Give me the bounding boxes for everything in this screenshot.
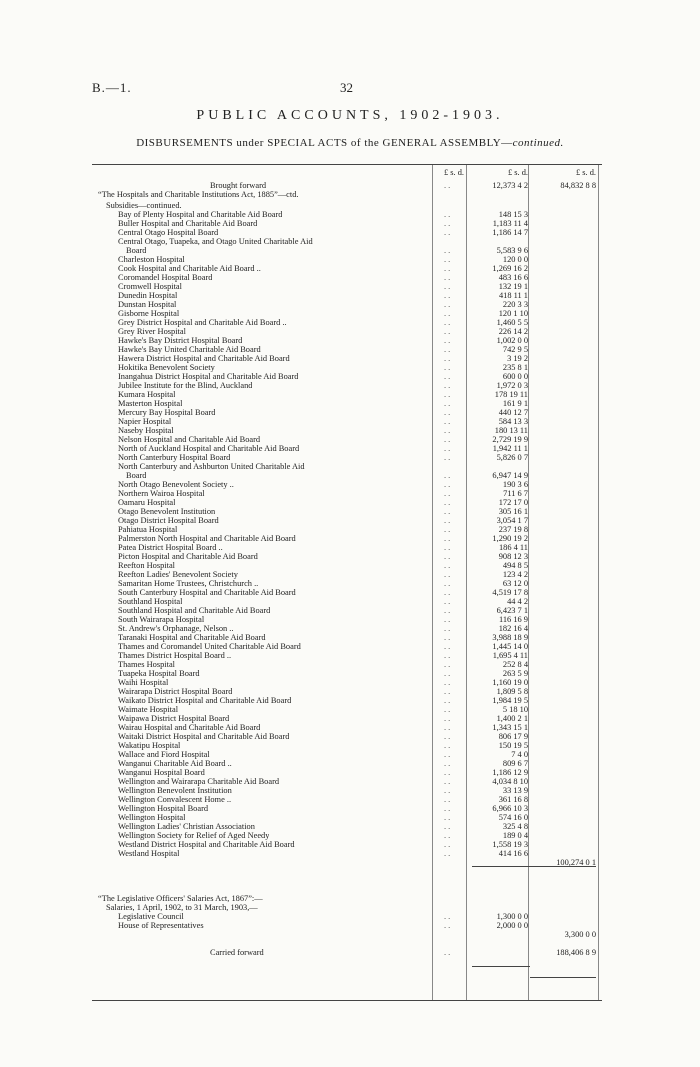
page-subtitle bbox=[0, 137, 700, 149]
row-description: South Wairarapa Hospital bbox=[118, 615, 205, 624]
row-description: Oamaru Hospital bbox=[118, 498, 176, 507]
amount-c2: 148 15 3 bbox=[498, 210, 528, 219]
dot-leader: .. bbox=[444, 210, 453, 219]
dot-leader: .. bbox=[444, 651, 453, 660]
row-description: Wakatipu Hospital bbox=[118, 741, 181, 750]
row-description: North Otago Benevolent Society .. bbox=[118, 480, 234, 489]
row-description: Taranaki Hospital and Charitable Aid Board bbox=[118, 633, 266, 642]
dot-leader: .. bbox=[444, 291, 453, 300]
total-rule bbox=[530, 866, 596, 867]
dot-leader: .. bbox=[444, 399, 453, 408]
amount-c2: 235 8 1 bbox=[502, 363, 528, 372]
dot-leader: .. bbox=[444, 768, 453, 777]
amount-c2: 161 9 1 bbox=[502, 399, 528, 408]
row-description: Nelson Hospital and Charitable Aid Board bbox=[118, 435, 261, 444]
amount-c2: 809 6 7 bbox=[502, 759, 528, 768]
amount-c2: 1,809 5 8 bbox=[496, 687, 528, 696]
dot-leader: .. bbox=[444, 912, 453, 921]
row-description: Wellington Ladies' Christian Association bbox=[118, 822, 255, 831]
column-header-3: £ s. d. bbox=[575, 168, 596, 177]
dot-leader: .. bbox=[444, 471, 453, 480]
dot-leader: .. bbox=[444, 318, 453, 327]
row-description: North Canterbury Hospital Board bbox=[118, 453, 231, 462]
subtitle-continued: continued. bbox=[512, 137, 564, 149]
dot-leader: .. bbox=[444, 300, 453, 309]
row-description: Picton Hospital and Charitable Aid Board bbox=[118, 552, 258, 561]
amount-c2: 4,519 17 8 bbox=[492, 588, 528, 597]
amount-c2: 120 0 0 bbox=[502, 255, 528, 264]
row-description: Napier Hospital bbox=[118, 417, 172, 426]
row-description: Kumara Hospital bbox=[118, 390, 176, 399]
row-description: Waimate Hospital bbox=[118, 705, 179, 714]
dot-leader: .. bbox=[444, 516, 453, 525]
dot-leader: .. bbox=[444, 678, 453, 687]
row-description: Waikato District Hospital and Charitable Aid Board bbox=[118, 696, 292, 705]
row-description: Dunstan Hospital bbox=[118, 300, 177, 309]
row-description: Wairau Hospital and Charitable Aid Board bbox=[118, 723, 261, 732]
row-description: House of Representatives bbox=[118, 921, 204, 930]
dot-leader: .. bbox=[444, 795, 453, 804]
amount-c2: 361 16 8 bbox=[498, 795, 528, 804]
amount-c2: 1,400 2 1 bbox=[496, 714, 528, 723]
amount-c3: 188,406 8 9 bbox=[556, 948, 596, 957]
dot-leader: .. bbox=[444, 219, 453, 228]
amount-c2: 1,445 14 0 bbox=[492, 642, 528, 651]
amount-c2: 1,290 19 2 bbox=[492, 534, 528, 543]
row-description: “The Legislative Officers' Salaries Act, 1867”:— bbox=[98, 894, 263, 903]
dot-leader: .. bbox=[444, 822, 453, 831]
dot-leader: .. bbox=[444, 849, 453, 858]
row-description: Wairarapa District Hospital Board bbox=[118, 687, 233, 696]
row-description: Tuapeka Hospital Board bbox=[118, 669, 200, 678]
row-description: Jubilee Institute for the Blind, Auckland bbox=[118, 381, 253, 390]
amount-c3: 3,300 0 0 bbox=[564, 930, 596, 939]
dot-leader: .. bbox=[444, 181, 453, 190]
page-number: 32 bbox=[340, 80, 353, 95]
row-description: Dunedin Hospital bbox=[118, 291, 178, 300]
amount-c3: 100,274 0 1 bbox=[556, 858, 596, 867]
row-description: Southland Hospital bbox=[118, 597, 183, 606]
amount-c2: 711 6 7 bbox=[503, 489, 528, 498]
dot-leader: .. bbox=[444, 480, 453, 489]
amount-c2: 3,054 1 7 bbox=[496, 516, 528, 525]
amount-c2: 1,183 11 4 bbox=[492, 219, 528, 228]
amount-c2: 325 4 8 bbox=[502, 822, 528, 831]
amount-c2: 4,034 8 10 bbox=[492, 777, 528, 786]
dot-leader: .. bbox=[444, 561, 453, 570]
amount-c2: 1,300 0 0 bbox=[496, 912, 528, 921]
amount-c2: 186 4 11 bbox=[498, 543, 528, 552]
amount-c2: 305 16 1 bbox=[498, 507, 528, 516]
row-description: Waihi Hospital bbox=[118, 678, 169, 687]
row-description: Central Otago Hospital Board bbox=[118, 228, 219, 237]
dot-leader: .. bbox=[444, 363, 453, 372]
row-description: North of Auckland Hospital and Charitable Aid Board bbox=[118, 444, 300, 453]
amount-c2: 806 17 9 bbox=[498, 732, 528, 741]
row-description: South Canterbury Hospital and Charitable Aid Board bbox=[118, 588, 296, 597]
row-description: Hawera District Hospital and Charitable Aid Board bbox=[118, 354, 290, 363]
row-description: St. Andrew's Orphanage, Nelson .. bbox=[118, 624, 234, 633]
row-description: Naseby Hospital bbox=[118, 426, 174, 435]
row-description: Wanganui Charitable Aid Board .. bbox=[118, 759, 232, 768]
dot-leader: .. bbox=[444, 390, 453, 399]
row-description: Wellington and Wairarapa Charitable Aid Board bbox=[118, 777, 280, 786]
row-description: Westland District Hospital and Charitable Aid Board bbox=[118, 840, 295, 849]
dot-leader: .. bbox=[444, 804, 453, 813]
dot-leader: .. bbox=[444, 444, 453, 453]
row-description: Waipawa District Hospital Board bbox=[118, 714, 230, 723]
row-description: Wellington Benevolent Institution bbox=[118, 786, 232, 795]
row-description: Hawke's Bay United Charitable Aid Board bbox=[118, 345, 261, 354]
row-description: Northern Wairoa Hospital bbox=[118, 489, 205, 498]
column-header-2: £ s. d. bbox=[507, 168, 528, 177]
dot-leader: .. bbox=[444, 642, 453, 651]
row-description: Board bbox=[126, 471, 147, 480]
row-description: Hawke's Bay District Hospital Board bbox=[118, 336, 243, 345]
row-description: Waitaki District Hospital and Charitable Aid Board bbox=[118, 732, 290, 741]
amount-c2: 1,558 19 3 bbox=[492, 840, 528, 849]
row-description: Coromandel Hospital Board bbox=[118, 273, 213, 282]
amount-c2: 1,942 11 1 bbox=[492, 444, 528, 453]
amount-c2: 178 19 11 bbox=[494, 390, 528, 399]
row-description: Westland Hospital bbox=[118, 849, 180, 858]
row-description: Wanganui Hospital Board bbox=[118, 768, 205, 777]
dot-leader: .. bbox=[444, 534, 453, 543]
dot-leader: .. bbox=[444, 264, 453, 273]
row-description: Inangahua District Hospital and Charitable Aid Board bbox=[118, 372, 299, 381]
dot-leader: .. bbox=[444, 660, 453, 669]
row-description: Pahiatua Hospital bbox=[118, 525, 178, 534]
dot-leader: .. bbox=[444, 372, 453, 381]
row-description: Salaries, 1 April, 1902, to 31 March, 1903,— bbox=[106, 903, 258, 912]
amount-c2: 440 12 7 bbox=[498, 408, 528, 417]
row-description: Masterton Hospital bbox=[118, 399, 183, 408]
row-description: Bay of Plenty Hospital and Charitable Aid Board bbox=[118, 210, 283, 219]
dot-leader: .. bbox=[444, 813, 453, 822]
amount-c3: 84,832 8 8 bbox=[560, 181, 596, 190]
amount-c2: 182 16 4 bbox=[498, 624, 528, 633]
dot-leader: .. bbox=[444, 246, 453, 255]
dot-leader: .. bbox=[444, 786, 453, 795]
dot-leader: .. bbox=[444, 705, 453, 714]
dot-leader: .. bbox=[444, 570, 453, 579]
row-description: Samaritan Home Trustees, Christchurch .. bbox=[118, 579, 259, 588]
amount-c2: 123 4 2 bbox=[502, 570, 528, 579]
amount-c2: 600 0 0 bbox=[502, 372, 528, 381]
amount-c2: 190 3 6 bbox=[502, 480, 528, 489]
amount-c2: 252 8 4 bbox=[502, 660, 528, 669]
row-description: Wellington Convalescent Home .. bbox=[118, 795, 232, 804]
amount-c2: 1,695 4 11 bbox=[492, 651, 528, 660]
amount-c2: 3,988 18 9 bbox=[492, 633, 528, 642]
amount-c2: 237 19 8 bbox=[498, 525, 528, 534]
dot-leader: .. bbox=[444, 831, 453, 840]
amount-c2: 6,947 14 9 bbox=[492, 471, 528, 480]
row-description: Palmerston North Hospital and Charitable Aid Board bbox=[118, 534, 296, 543]
amount-c2: 120 1 10 bbox=[498, 309, 528, 318]
dot-leader: .. bbox=[444, 597, 453, 606]
dot-leader: .. bbox=[444, 489, 453, 498]
amount-c2: 1,002 0 0 bbox=[496, 336, 528, 345]
row-description: North Canterbury and Ashburton United Charitable Aid bbox=[118, 462, 305, 471]
subtotal-rule bbox=[472, 966, 530, 967]
row-description: Grey District Hospital and Charitable Aid Board .. bbox=[118, 318, 287, 327]
row-description: Brought forward bbox=[210, 181, 267, 190]
subtotal-rule bbox=[472, 866, 530, 867]
amount-c2: 574 16 0 bbox=[498, 813, 528, 822]
dot-leader: .. bbox=[444, 714, 453, 723]
dot-leader: .. bbox=[444, 840, 453, 849]
column-header-1: £ s. d. bbox=[443, 168, 464, 177]
row-description: Thames and Coromandel United Charitable Aid Board bbox=[118, 642, 301, 651]
dot-leader: .. bbox=[444, 588, 453, 597]
dot-leader: .. bbox=[444, 507, 453, 516]
row-description: Gisborne Hospital bbox=[118, 309, 180, 318]
dot-leader: .. bbox=[444, 282, 453, 291]
dot-leader: .. bbox=[444, 552, 453, 561]
row-description: Wellington Hospital Board bbox=[118, 804, 209, 813]
amount-c2: 5 18 10 bbox=[502, 705, 528, 714]
amount-c2: 63 12 0 bbox=[502, 579, 528, 588]
row-description: Cook Hospital and Charitable Aid Board .. bbox=[118, 264, 261, 273]
row-description: Reefton Ladies' Benevolent Society bbox=[118, 570, 238, 579]
amount-c2: 414 16 6 bbox=[498, 849, 528, 858]
row-description: Subsidies—continued. bbox=[106, 201, 182, 210]
dot-leader: .. bbox=[444, 750, 453, 759]
row-description: Charleston Hospital bbox=[118, 255, 185, 264]
amount-c2: 226 14 2 bbox=[498, 327, 528, 336]
amount-c2: 1,186 14 7 bbox=[492, 228, 528, 237]
dot-leader: .. bbox=[444, 777, 453, 786]
row-description: Thames Hospital bbox=[118, 660, 175, 669]
dot-leader: .. bbox=[444, 228, 453, 237]
dot-leader: .. bbox=[444, 435, 453, 444]
dot-leader: .. bbox=[444, 696, 453, 705]
amount-c2: 3 19 2 bbox=[507, 354, 528, 363]
row-description: Reefton Hospital bbox=[118, 561, 175, 570]
amount-c2: 263 5 9 bbox=[502, 669, 528, 678]
amount-c2: 1,984 19 5 bbox=[492, 696, 528, 705]
dot-leader: .. bbox=[444, 741, 453, 750]
row-description: “The Hospitals and Charitable Institutions Act, 1885”—ctd. bbox=[98, 190, 299, 199]
amount-c2: 2,729 19 9 bbox=[492, 435, 528, 444]
dot-leader: .. bbox=[444, 921, 453, 930]
amount-c2: 172 17 0 bbox=[498, 498, 528, 507]
total-rule bbox=[530, 977, 596, 978]
dot-leader: .. bbox=[444, 948, 453, 957]
dot-leader: .. bbox=[444, 408, 453, 417]
dot-leader: .. bbox=[444, 381, 453, 390]
amount-c2: 1,269 16 2 bbox=[492, 264, 528, 273]
row-description: Wallace and Fiord Hospital bbox=[118, 750, 210, 759]
row-description: Cromwell Hospital bbox=[118, 282, 182, 291]
dot-leader: .. bbox=[444, 336, 453, 345]
amount-c2: 6,966 10 3 bbox=[492, 804, 528, 813]
dot-leader: .. bbox=[444, 579, 453, 588]
amount-c2: 483 16 6 bbox=[498, 273, 528, 282]
row-description: Central Otago, Tuapeka, and Otago United Charitable Aid bbox=[118, 237, 313, 246]
amount-c2: 132 19 1 bbox=[498, 282, 528, 291]
row-description: Otago District Hospital Board bbox=[118, 516, 219, 525]
amount-c2: 7 4 0 bbox=[511, 750, 528, 759]
amount-c2: 150 19 5 bbox=[498, 741, 528, 750]
dot-leader: .. bbox=[444, 345, 453, 354]
dot-leader: .. bbox=[444, 687, 453, 696]
dot-leader: .. bbox=[444, 453, 453, 462]
subtitle-main: DISBURSEMENTS under SPECIAL ACTS of the GENERAL ASSEMBLY— bbox=[136, 137, 513, 149]
dot-leader: .. bbox=[444, 543, 453, 552]
dot-leader: .. bbox=[444, 525, 453, 534]
amount-c2: 494 8 5 bbox=[502, 561, 528, 570]
dot-leader: .. bbox=[444, 633, 453, 642]
row-description: Wellington Hospital bbox=[118, 813, 186, 822]
row-description: Legislative Council bbox=[118, 912, 184, 921]
dot-leader: .. bbox=[444, 723, 453, 732]
amount-c2: 1,160 19 0 bbox=[492, 678, 528, 687]
amount-c2: 189 0 4 bbox=[502, 831, 528, 840]
page-title: PUBLIC ACCOUNTS, 1902-1903. bbox=[196, 108, 504, 123]
row-description: Board bbox=[126, 246, 147, 255]
dot-leader: .. bbox=[444, 498, 453, 507]
dot-leader: .. bbox=[444, 426, 453, 435]
row-description: Mercury Bay Hospital Board bbox=[118, 408, 216, 417]
dot-leader: .. bbox=[444, 615, 453, 624]
dot-leader: .. bbox=[444, 624, 453, 633]
amount-c2: 220 3 3 bbox=[502, 300, 528, 309]
amount-c2: 116 16 9 bbox=[498, 615, 528, 624]
table-row bbox=[92, 948, 602, 958]
amount-c2: 2,000 0 0 bbox=[496, 921, 528, 930]
row-description: Thames District Hospital Board .. bbox=[118, 651, 232, 660]
amount-c2: 33 13 9 bbox=[502, 786, 528, 795]
row-description: Grey River Hospital bbox=[118, 327, 186, 336]
amount-c2: 6,423 7 1 bbox=[496, 606, 528, 615]
dot-leader: .. bbox=[444, 273, 453, 282]
amount-c2: 1,972 0 3 bbox=[496, 381, 528, 390]
dot-leader: .. bbox=[444, 606, 453, 615]
amount-c2: 908 12 3 bbox=[498, 552, 528, 561]
amount-c2: 5,826 0 7 bbox=[496, 453, 528, 462]
dot-leader: .. bbox=[444, 732, 453, 741]
dot-leader: .. bbox=[444, 669, 453, 678]
dot-leader: .. bbox=[444, 255, 453, 264]
amount-c2: 5,583 9 6 bbox=[496, 246, 528, 255]
row-description: Southland Hospital and Charitable Aid Board bbox=[118, 606, 271, 615]
dot-leader: .. bbox=[444, 759, 453, 768]
amount-c2: 1,186 12 9 bbox=[492, 768, 528, 777]
amount-c2: 180 13 11 bbox=[494, 426, 528, 435]
dot-leader: .. bbox=[444, 417, 453, 426]
amount-c2: 742 9 5 bbox=[502, 345, 528, 354]
amount-c2: 1,460 5 5 bbox=[496, 318, 528, 327]
amount-c2: 584 13 3 bbox=[498, 417, 528, 426]
row-description: Carried forward bbox=[210, 948, 264, 957]
document-reference: B.—1. bbox=[92, 80, 132, 95]
amount-c2: 44 4 2 bbox=[507, 597, 528, 606]
table-row bbox=[92, 190, 602, 200]
amount-c2: 418 11 1 bbox=[498, 291, 528, 300]
row-description: Buller Hospital and Charitable Aid Board bbox=[118, 219, 258, 228]
row-description: Hokitika Benevolent Society bbox=[118, 363, 215, 372]
dot-leader: .. bbox=[444, 327, 453, 336]
dot-leader: .. bbox=[444, 309, 453, 318]
dot-leader: .. bbox=[444, 354, 453, 363]
row-description: Patea District Hospital Board .. bbox=[118, 543, 223, 552]
amount-c2: 12,373 4 2 bbox=[492, 181, 528, 190]
accounts-table bbox=[92, 164, 602, 1001]
amount-c2: 1,343 15 1 bbox=[492, 723, 528, 732]
row-description: Wellington Society for Relief of Aged Needy bbox=[118, 831, 270, 840]
row-description: Otago Benevolent Institution bbox=[118, 507, 216, 516]
